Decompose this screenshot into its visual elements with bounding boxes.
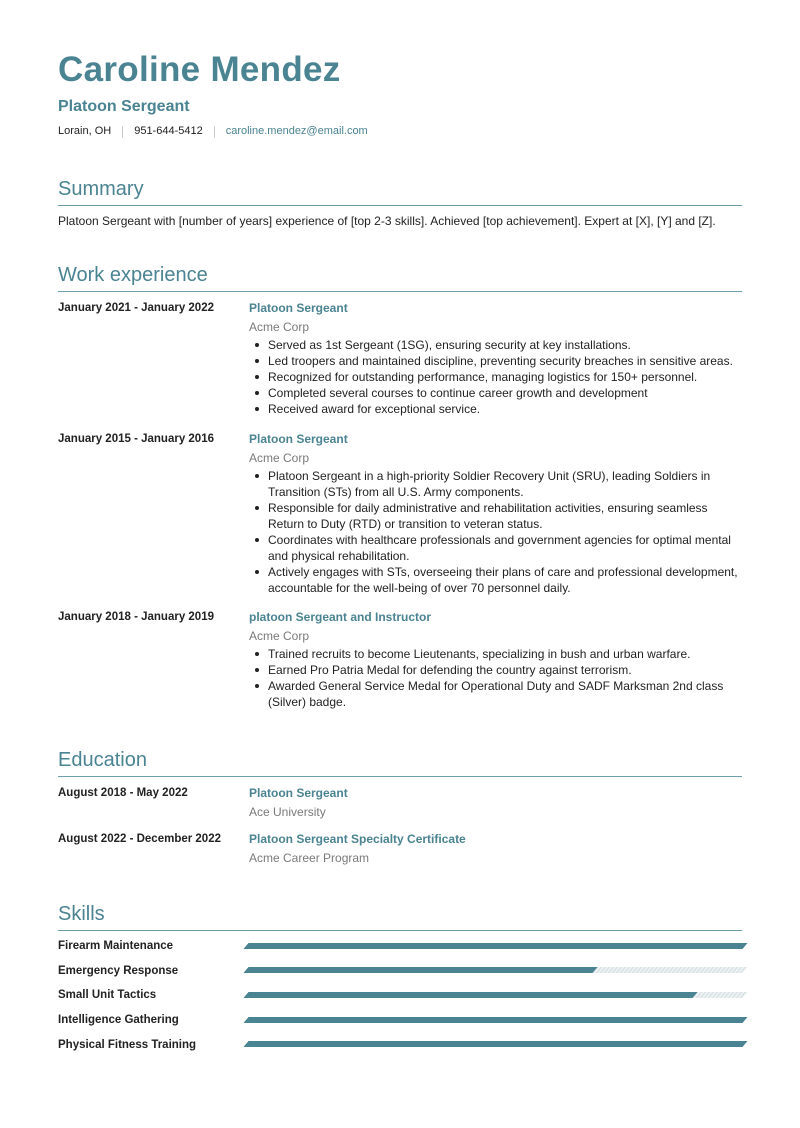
section-divider [58, 930, 742, 931]
skill-level-bar [243, 943, 747, 949]
job-dates: January 2021 - January 2022 [58, 302, 214, 314]
degree-title: Platoon Sergeant [249, 786, 348, 800]
divider [122, 126, 123, 138]
bullet-item: Responsible for daily administrative and rehabilitation activities, ensuring seamless Return to Duty (RTD) or transition to veteran status. [249, 500, 744, 532]
job-entry [249, 300, 744, 417]
skill-name: Firearm Maintenance [58, 940, 174, 952]
bullet-item: Trained recruits to become Lieutenants, specializing in bush and urban warfare. [249, 646, 744, 662]
bullet-item: Served as 1st Sergeant (1SG), ensuring security at key installations. [249, 337, 744, 353]
skill-level-fill [243, 943, 747, 949]
education-entry [249, 831, 744, 866]
skill-level-fill [243, 992, 697, 998]
school-name: Ace University [249, 805, 326, 819]
bullet-item: Coordinates with healthcare professionals and government agencies for optimal mental and physical rehabilitation. [249, 532, 744, 564]
education-dates: August 2022 - December 2022 [58, 833, 221, 845]
skill-name: Intelligence Gathering [58, 1014, 179, 1026]
candidate-title: Platoon Sergeant [58, 98, 190, 115]
email-link[interactable]: caroline.mendez@email.com [225, 125, 368, 137]
job-company: Acme Corp [249, 629, 310, 643]
bullet-item: Led troopers and maintained discipline, preventing security breaches in sensitive areas. [249, 353, 744, 369]
skill-level-fill [243, 1017, 747, 1023]
job-bullets [249, 646, 744, 710]
summary-text: Platoon Sergeant with [number of years] experience of [top 2-3 skills]. Achieved [top achievement]. Expert at [X], [Y] and [Z]. [58, 214, 716, 228]
candidate-name: Caroline Mendez [58, 50, 341, 89]
skill-level-bar [243, 1041, 747, 1047]
skill-name: Physical Fitness Training [58, 1039, 197, 1051]
job-dates: January 2015 - January 2016 [58, 433, 214, 445]
job-company: Acme Corp [249, 320, 310, 334]
location: Lorain, OH [58, 125, 112, 137]
bullet-item: Recognized for outstanding performance, managing logistics for 150+ personnel. [249, 369, 744, 385]
work-experience-heading: Work experience [58, 264, 208, 286]
divider [214, 126, 215, 138]
job-title: platoon Sergeant and Instructor [249, 610, 432, 624]
section-divider [58, 291, 742, 292]
bullet-item: Earned Pro Patria Medal for defending the country against terrorism. [249, 662, 744, 678]
bullet-item: Completed several courses to continue career growth and development [249, 385, 744, 401]
bullet-item: Awarded General Service Medal for Operational Duty and SADF Marksman 2nd class (Silver) badge. [249, 678, 744, 710]
section-divider [58, 776, 742, 777]
contact-line [58, 124, 368, 139]
section-divider [58, 205, 742, 206]
phone: 951-644-5412 [134, 125, 203, 137]
bullet-item: Received award for exceptional service. [249, 401, 744, 417]
job-title: Platoon Sergeant [249, 432, 348, 446]
education-dates: August 2018 - May 2022 [58, 787, 188, 799]
education-entry [249, 785, 744, 820]
job-bullets [249, 337, 744, 417]
skill-level-fill [243, 1041, 747, 1047]
job-entry [249, 609, 744, 710]
job-dates: January 2018 - January 2019 [58, 611, 214, 623]
skills-heading: Skills [58, 903, 105, 925]
skill-level-bar [243, 992, 747, 998]
summary-heading: Summary [58, 178, 144, 200]
job-entry [249, 431, 744, 596]
bullet-item: Platoon Sergeant in a high-priority Soldier Recovery Unit (SRU), leading Soldiers in Transition (STs) from all U.S. Army components. [249, 468, 744, 500]
skill-level-fill [243, 967, 597, 973]
skill-name: Small Unit Tactics [58, 989, 157, 1001]
job-company: Acme Corp [249, 451, 310, 465]
skill-name: Emergency Response [58, 965, 179, 977]
education-heading: Education [58, 749, 147, 771]
bullet-item: Actively engages with STs, overseeing their plans of care and professional development, accountable for the well-being of over 70 personnel daily. [249, 564, 744, 596]
skill-level-bar [243, 967, 747, 973]
job-title: Platoon Sergeant [249, 301, 348, 315]
skill-level-bar [243, 1017, 747, 1023]
job-bullets [249, 468, 744, 596]
school-name: Acme Career Program [249, 851, 370, 865]
degree-title: Platoon Sergeant Specialty Certificate [249, 832, 466, 846]
